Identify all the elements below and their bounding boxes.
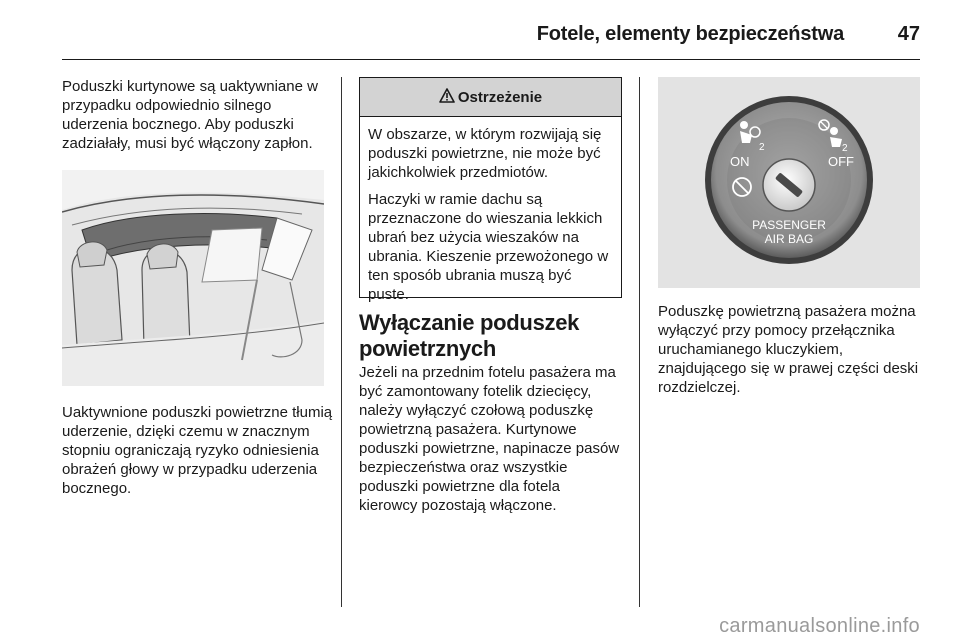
page-title: Fotele, elementy bezpieczeństwa (536, 23, 844, 45)
column-divider-left (341, 77, 342, 607)
section-heading: Wyłączanie poduszek powietrznych (359, 310, 580, 361)
switch-label-on: ON (730, 154, 750, 169)
warning-paragraph-2: Haczyki w ramie dachu są przeznaczone do wieszania lekkich ubrań bez użycia wieszaków na ubrania. Kieszenie przewożonego w ten sposób ubrania muszą być puste. (368, 191, 609, 303)
page-number: 47 (897, 23, 920, 45)
deactivation-paragraph: Jeżeli na przednim fotelu pasażera ma być zamontowany fotelik dziecięcy, należy wyłączyć czołową poduszkę powietrzną pasażera. Kurtynowe poduszki powietrzne, napinacze pasów bezpieczeństwa oraz wszystkie poduszki powietrzne dla fotela kierowcy pozostają włączone. (359, 364, 620, 514)
warning-header (360, 78, 621, 117)
warning-paragraph-1: W obszarze, w którym rozwijają się poduszki powietrzne, nie może być jakichkolwiek przedmiotów. (368, 126, 602, 181)
curtain-airbag-paragraph: Poduszki kurtynowe są uaktywniane w przypadku odpowiednio silnego uderzenia bocznego. Aby poduszki zadziałały, musi być włączony zapłon. (62, 78, 318, 152)
warning-box (359, 77, 622, 303)
page-header (62, 14, 920, 60)
switch-description-paragraph: Poduszkę powietrzną pasażera można wyłączyć przy pomocy przełącznika uruchamianego kluczykiem, znajdującego się w prawej części deski rozdzielczej. (658, 303, 919, 396)
column-divider-right (639, 77, 640, 607)
warning-triangle-icon (439, 88, 455, 107)
seat-number-left: 2 (759, 142, 765, 153)
switch-label-off: OFF (828, 154, 854, 169)
seat-number-right: 2 (842, 143, 848, 154)
curtain-airbag-illustration (62, 170, 324, 386)
watermark: carmanualsonline.info (719, 615, 920, 637)
passenger-airbag-switch-illustration (658, 77, 920, 288)
switch-label-passenger: PASSENGER (752, 218, 826, 232)
warning-title: Ostrzeżenie (457, 88, 543, 106)
airbag-effect-paragraph: Uaktywnione poduszki powietrzne tłumią uderzenie, dzięki czemu w znacznym stopniu ograniczają ryzyko odniesienia obrażeń głowy w przypadku uderzenia bocznego. (62, 404, 333, 497)
switch-label-airbag: AIR BAG (764, 232, 814, 246)
